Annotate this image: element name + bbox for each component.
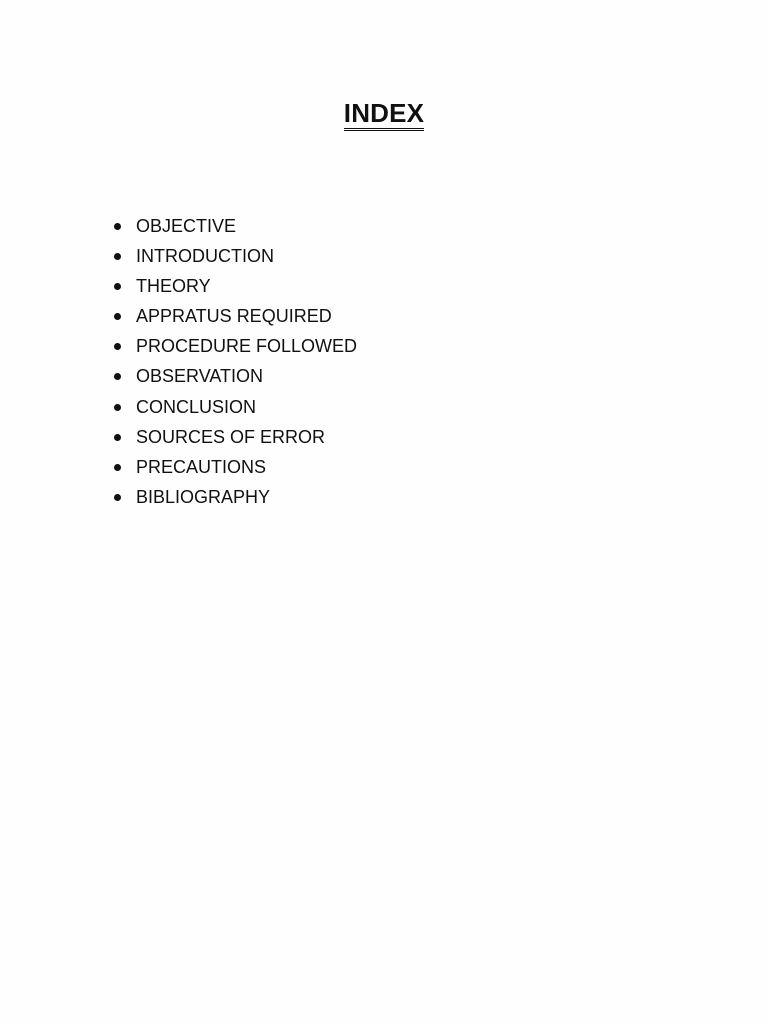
bullet-icon bbox=[114, 404, 121, 411]
list-item-label: OBSERVATION bbox=[136, 366, 264, 387]
bullet-icon bbox=[114, 494, 121, 501]
bullet-icon bbox=[114, 253, 121, 260]
list-item-label: PRECAUTIONS bbox=[136, 456, 267, 477]
bullet-icon bbox=[114, 343, 121, 350]
list-item-label: PROCEDURE FOLLOWED bbox=[136, 336, 358, 357]
bullet-icon bbox=[114, 313, 121, 320]
list-item-label: APPRATUS REQUIRED bbox=[136, 306, 332, 327]
bullet-icon bbox=[114, 223, 121, 230]
list-item-label: BIBLIOGRAPHY bbox=[136, 486, 271, 507]
list-item-label: CONCLUSION bbox=[136, 396, 257, 417]
list-item-label: THEORY bbox=[136, 276, 211, 297]
bullet-icon bbox=[114, 434, 121, 441]
list-item-label: OBJECTIVE bbox=[136, 216, 237, 236]
page-title-text: INDEX bbox=[344, 99, 424, 131]
page-title bbox=[0, 96, 768, 131]
bullet-icon bbox=[114, 373, 121, 380]
list-item-label: SOURCES OF ERROR bbox=[136, 426, 326, 447]
bullet-icon bbox=[114, 464, 121, 471]
bullet-icon bbox=[114, 283, 121, 290]
list-item-label: INTRODUCTION bbox=[136, 246, 274, 267]
